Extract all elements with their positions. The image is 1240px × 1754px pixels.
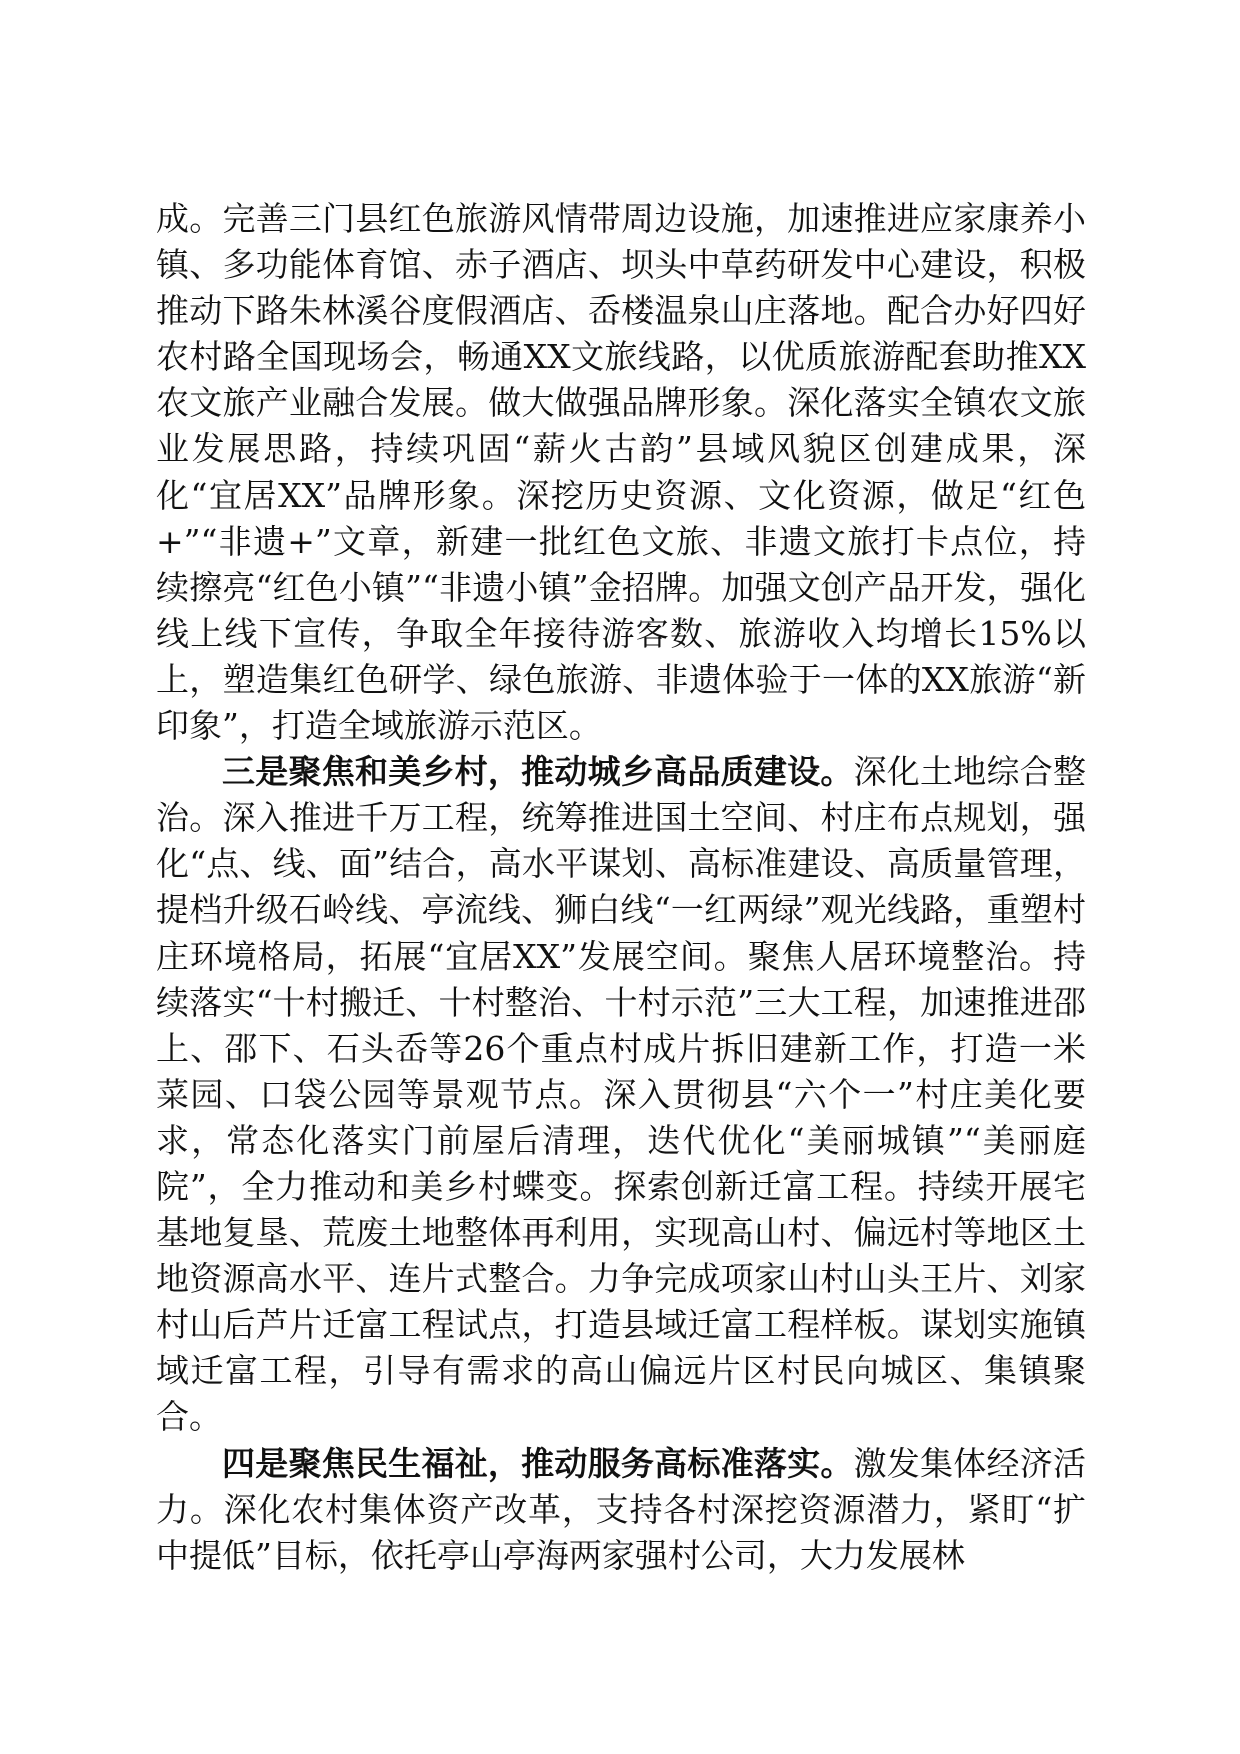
paragraph-2 (156, 749, 1086, 1440)
paragraph-1-text: 成。完善三门县红色旅游风情带周边设施，加速推进应家康养小镇、多功能体育馆、赤子酒店、坝头中草药研发中心建设，积极推动下路朱林溪谷度假酒店、岙楼温泉山庄落地。配合办好四好农村路全国现场会，畅通XX文旅线路，以优质旅游配套助推XX农文旅产业融合发展。做大做强品牌形象。深化落实全镇农文旅业发展思路，持续巩固“薪火古韵”县域风貌区创建成果，深化“宜居XX”品牌形象。深挖历史资源、文化资源，做足“红色+”“非遗+”文章，新建一批红色文旅、非遗文旅打卡点位，持续擦亮“红色小镇”“非遗小镇”金招牌。加强文创产品开发，强化线上线下宣传，争取全年接待游客数、旅游收入均增长15%以上，塑造集红色研学、绿色旅游、非遗体验于一体的XX旅游“新印象”，打造全域旅游示范区。 (156, 199, 1086, 746)
paragraph-3-text: 激发集体经济活力。深化农村集体资产改革，支持各村深挖资源潜力，紧盯“扩中提低”目标，依托亭山亭海两家强村公司，大力发展林 (156, 1443, 1087, 1575)
paragraph-2-text: 深化土地综合整治。深入推进千万工程，统筹推进国土空间、村庄布点规划，强化“点、线、面”结合，高水平谋划、高标准建设、高质量管理，提档升级石岭线、亭流线、狮白线“一红两绿”观光线路，重塑村庄环境格局，拓展“宜居XX”发展空间。聚焦人居环境整治。持续落实“十村搬迁、十村整治、十村示范”三大工程，加速推进邵上、邵下、石头岙等26个重点村成片拆旧建新工作，打造一米菜园、口袋公园等景观节点。深入贯彻县“六个一”村庄美化要求，常态化落实门前屋后清理，迭代优化“美丽城镇”“美丽庭院”，全力推动和美乡村蝶变。探索创新迁富工程。持续开展宅基地复垦、荒废土地整体再利用，实现高山村、偏远村等地区土地资源高水平、连片式整合。力争完成项家山村山头王片、刘家村山后芦片迁富工程试点，打造县域迁富工程样板。谋划实施镇域迁富工程，引导有需求的高山偏远片区村民向城区、集镇聚合。 (156, 752, 1087, 1437)
paragraph-3-heading: 四是聚焦民生福祉，推动服务高标准落实。 (222, 1443, 854, 1483)
paragraph-2-heading: 三是聚焦和美乡村，推动城乡高品质建设。 (222, 752, 854, 792)
paragraph-1 (156, 196, 1086, 749)
paragraph-3 (156, 1441, 1086, 1579)
document-body (156, 196, 1086, 1579)
